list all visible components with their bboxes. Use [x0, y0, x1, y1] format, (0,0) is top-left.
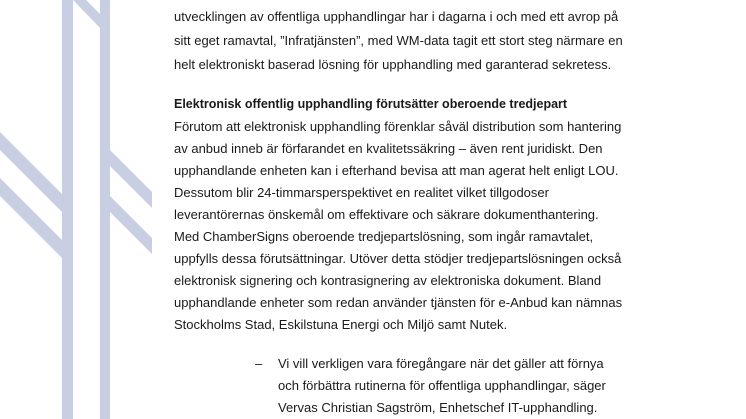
body-line: Förutom att elektronisk upphandling förenklar såväl distribution som hantering [174, 119, 622, 134]
body-line: upphandlande enheten kan i efterhand bevisa att man agerat helt enligt LOU. [174, 163, 619, 178]
decor-diagonal-top [73, 0, 100, 28]
body-line: upphandlande enheter som redan använder tjänsten för e-Anbud kan nämnas [174, 295, 623, 310]
body-line: elektronisk signering och kontrasignering av elektroniska dokument. Bland [174, 273, 602, 288]
intro-line: utvecklingen av offentliga upphandlingar har i dagarna i och med ett avrop på [174, 9, 619, 24]
quote-line: och förbättra rutinerna för offentliga upphandlingar, säger [278, 378, 606, 393]
body-line: Stockholms Stad, Eskilstuna Energi och Miljö samt Nutek. [174, 317, 508, 332]
intro-line: helt elektroniskt baserad lösning för upphandling med garanterad sekretess. [174, 57, 612, 72]
quote-line: Vi vill verkligen vara föregångare när det gäller att förnya [278, 356, 604, 371]
quote-dash: – [255, 356, 263, 371]
decor-diagonal-lower-2 [110, 196, 152, 254]
decor-vertical-bar-right [100, 0, 110, 419]
body-line: Med ChamberSigns oberoende tredjepartslösning, som ingår ramavtalet, [174, 229, 594, 244]
section-heading: Elektronisk offentlig upphandling förutsätter oberoende tredjepart [174, 97, 568, 111]
decor-diagonal-upper [0, 132, 62, 212]
decor-diagonal-upper-2 [110, 150, 152, 208]
body-line: leverantörernas önskemål om effektivare och säkrare dokumenthantering. [174, 207, 599, 222]
intro-line: sitt eget ramavtal, ”Infratjänsten”, med WM-data tagit ett stort steg närmare en [174, 33, 623, 48]
decor-diagonal-lower [0, 178, 62, 258]
quote-line: Vervas Christian Sagström, Enhetschef IT-upphandling. [278, 400, 598, 415]
body-line: uppfylls dessa förutsättningar. Utöver detta stödjer tredjepartslösningen också [174, 251, 622, 266]
body-line: av anbud inneb är förfarandet en kvalitetssäkring – även rent juridiskt. Den [174, 141, 603, 156]
decor-vertical-bar-left [62, 0, 73, 419]
body-line: Dessutom blir 24-timmarsperspektivet en realitet vilket tillgodoser [174, 185, 549, 200]
